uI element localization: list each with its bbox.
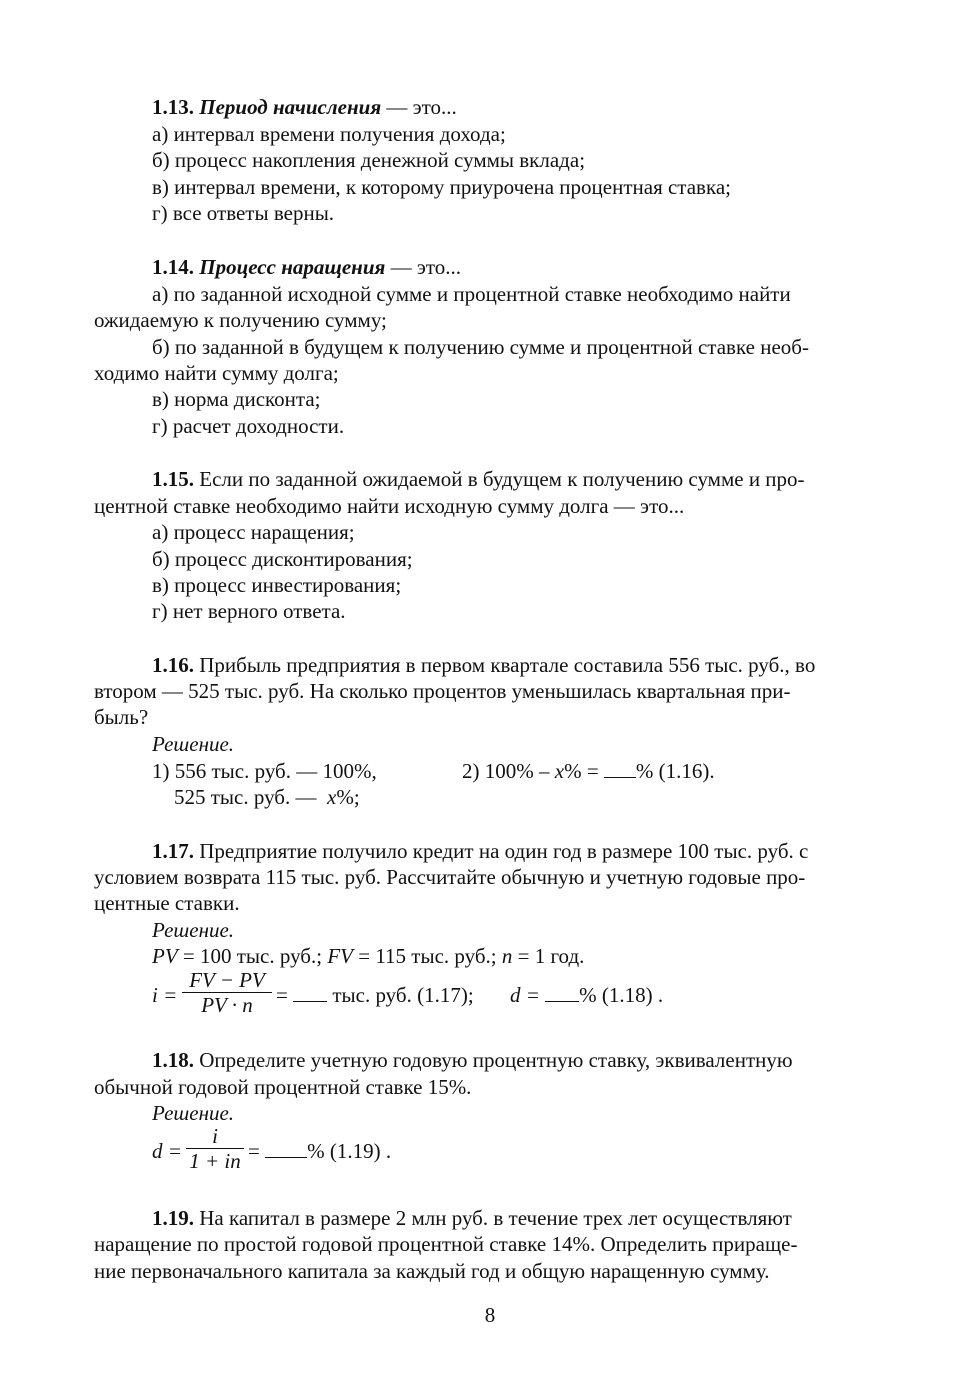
answer-option: г) нет верного ответа. bbox=[152, 599, 346, 623]
question-text: Определите учетную годовую процентную ставку, эквивалентную bbox=[199, 1048, 793, 1072]
answer-option: а) по заданной исходной сумме и процентной ставке необходимо найти bbox=[152, 282, 791, 306]
formula-d bbox=[510, 982, 663, 1009]
formula-text: %; bbox=[336, 785, 360, 809]
question-term: Процесс наращения bbox=[199, 255, 386, 279]
question-text-cont: центной ставке необходимо найти исходную сумму долга — это... bbox=[94, 494, 685, 518]
question-number: 1.15. bbox=[152, 467, 194, 491]
answer-option: а) процесс наращения; bbox=[152, 520, 355, 544]
answer-option-cont: ожидаемую к получению сумму; bbox=[94, 308, 387, 332]
formula-lhs: d = bbox=[510, 983, 540, 1007]
question-text-cont: втором — 525 тыс. руб. На сколько процентов уменьшилась квартальная при- bbox=[94, 679, 791, 703]
question-number: 1.18. bbox=[152, 1048, 194, 1072]
answer-blank bbox=[293, 983, 327, 1002]
question-text-cont: наращение по простой годовой процентной ставке 14%. Определить прираще- bbox=[94, 1232, 798, 1256]
answer-option: б) процесс накопления денежной суммы вклада; bbox=[152, 148, 586, 172]
question-text: Прибыль предприятия в первом квартале составила 556 тыс. руб., во bbox=[199, 653, 816, 677]
formula-var: x bbox=[554, 759, 565, 783]
formula-text: % (1.19) . bbox=[307, 1139, 392, 1163]
question-number: 1.17. bbox=[152, 839, 194, 863]
fraction-numerator: i bbox=[186, 1124, 244, 1149]
formula-text: 525 тыс. руб. — bbox=[174, 785, 317, 809]
question-1-16-line1 bbox=[152, 652, 886, 679]
question-tail: — это... bbox=[390, 255, 461, 279]
answer-blank bbox=[545, 983, 579, 1002]
question-tail: — это... bbox=[386, 95, 457, 119]
answer-option: а) интервал времени получения дохода; bbox=[152, 122, 506, 146]
solution-label: Решение. bbox=[152, 918, 235, 942]
question-term: Период начисления bbox=[199, 95, 382, 119]
question-1-15-line1 bbox=[152, 466, 886, 493]
formula-var: x bbox=[327, 785, 337, 809]
question-text-cont: центные ставки. bbox=[94, 891, 240, 915]
formula-text: тыс. руб. (1.17); bbox=[332, 983, 474, 1007]
question-1-17-line1 bbox=[152, 838, 886, 865]
question-text-cont: быль? bbox=[94, 705, 149, 729]
answer-blank bbox=[604, 759, 636, 778]
question-text-cont: обычной годовой процентной ставке 15%. bbox=[94, 1075, 472, 1099]
answer-option-cont: ходимо найти сумму долга; bbox=[94, 361, 339, 385]
formula-text: % (1.18) . bbox=[579, 983, 664, 1007]
question-1-14-title bbox=[152, 254, 461, 281]
formula-var: PV bbox=[152, 944, 178, 968]
question-1-19-line1 bbox=[152, 1205, 886, 1232]
fraction-denominator: PV · n bbox=[201, 993, 253, 1017]
formula-text: = 115 тыс. руб.; bbox=[358, 944, 497, 968]
formula-rest bbox=[276, 982, 474, 1009]
formula-text: % = bbox=[564, 759, 599, 783]
question-1-18-line1 bbox=[152, 1047, 886, 1074]
fraction-numerator: FV − PV bbox=[182, 968, 272, 993]
formula-text: = 1 год. bbox=[517, 944, 585, 968]
given-values bbox=[152, 943, 584, 970]
formula-fraction bbox=[182, 968, 272, 1017]
solution-step: 1) 556 тыс. руб. — 100%, bbox=[152, 759, 377, 783]
formula-text: % (1.16). bbox=[635, 759, 715, 783]
question-number: 1.19. bbox=[152, 1206, 194, 1230]
question-text: На капитал в размере 2 млн руб. в течение трех лет осуществляют bbox=[199, 1206, 792, 1230]
formula-text: = bbox=[276, 983, 288, 1007]
answer-option: г) все ответы верны. bbox=[152, 201, 335, 225]
formula-text: = 100 тыс. руб.; bbox=[182, 944, 323, 968]
answer-option: в) интервал времени, к которому приурочена процентная ставка; bbox=[152, 175, 732, 199]
answer-option: в) процесс инвестирования; bbox=[152, 573, 402, 597]
page-number: 8 bbox=[484, 1303, 496, 1327]
answer-option: г) расчет доходности. bbox=[152, 414, 345, 438]
formula-var: FV bbox=[327, 944, 353, 968]
formula-var: n bbox=[501, 944, 513, 968]
question-number: 1.16. bbox=[152, 653, 194, 677]
question-text: Если по заданной ожидаемой в будущем к получению сумме и про- bbox=[199, 467, 805, 491]
question-text-cont: ние первоначального капитала за каждый год и общую наращенную сумму. bbox=[94, 1259, 770, 1283]
formula-rest bbox=[248, 1138, 391, 1165]
formula-lhs: i = bbox=[152, 983, 178, 1007]
answer-option: в) норма дисконта; bbox=[152, 387, 321, 411]
formula-text: 2) 100% – bbox=[462, 759, 550, 783]
answer-blank bbox=[265, 1139, 307, 1158]
formula-fraction bbox=[186, 1124, 244, 1173]
answer-option: б) процесс дисконтирования; bbox=[152, 547, 413, 571]
fraction-denominator: 1 + in bbox=[189, 1149, 241, 1173]
formula-text: = bbox=[248, 1139, 260, 1163]
question-1-13-title bbox=[152, 94, 457, 121]
solution-label: Решение. bbox=[152, 1101, 235, 1125]
solution-step bbox=[462, 758, 715, 785]
solution-label: Решение. bbox=[152, 732, 235, 756]
answer-option: б) по заданной в будущем к получению сумме и процентной ставке необ- bbox=[152, 335, 809, 359]
question-text-cont: условием возврата 115 тыс. руб. Рассчитайте обычную и учетную годовые про- bbox=[94, 865, 806, 889]
formula-lhs: d = bbox=[152, 1139, 182, 1163]
solution-step bbox=[174, 784, 360, 811]
question-text: Предприятие получило кредит на один год в размере 100 тыс. руб. с bbox=[199, 839, 809, 863]
question-number: 1.14. bbox=[152, 255, 194, 279]
question-number: 1.13. bbox=[152, 95, 194, 119]
